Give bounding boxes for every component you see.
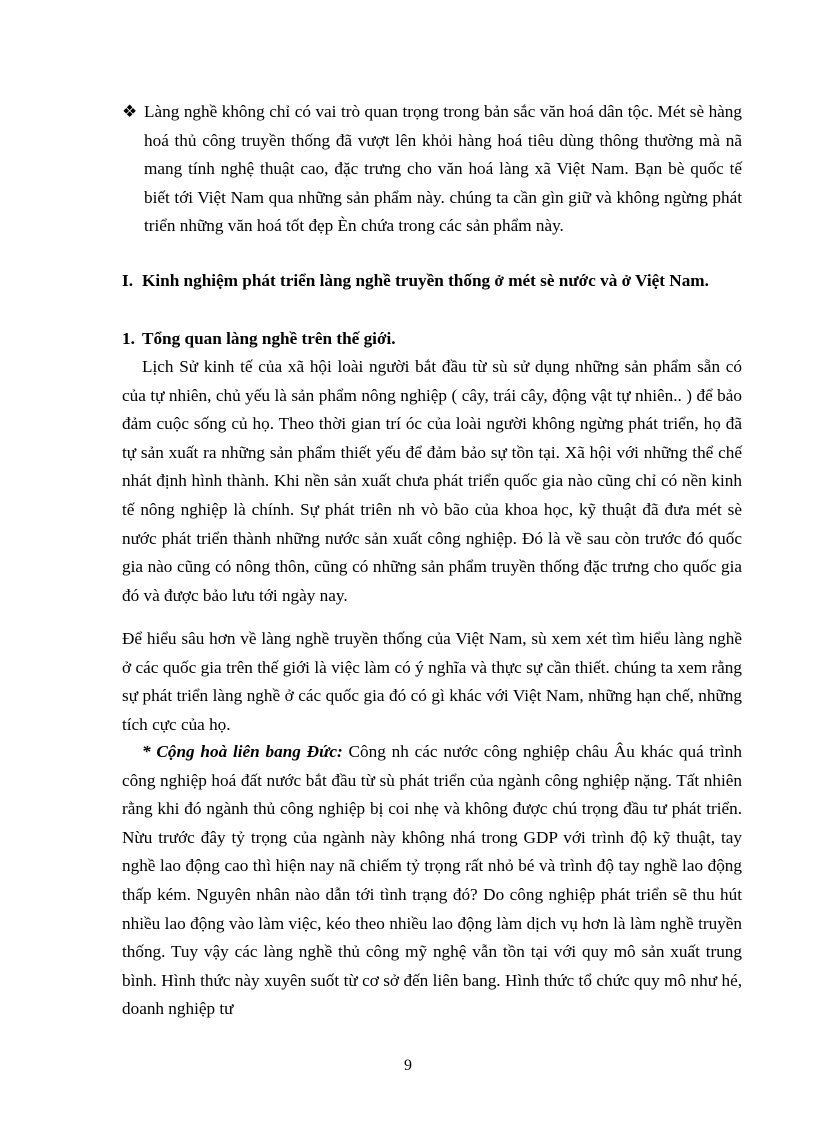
germany-lead: * Cộng hoà liên bang Đức: bbox=[142, 742, 343, 761]
section-heading-i bbox=[122, 267, 742, 296]
bullet-text: Làng nghề không chỉ có vai trò quan trọng trong bản sắc văn hoá dân tộc. Mét sè hàng hoá thủ công truyền thống đã vượt lên khỏi hàng hoá tiêu dùng thông thường mà nã mang tính nghệ thuật cao, đặc trưng cho văn hoá làng xã Việt Nam. Bạn bè quốc tế biết tới Việt Nam qua những sản phẩm này. chúng ta cần gìn giữ và không ngừng phát triển những văn hoá tốt đẹp Èn chứa trong các sản phẩm này. bbox=[144, 102, 742, 236]
subsection-title: Tổng quan làng nghề trên thế giới. bbox=[142, 329, 396, 348]
subsection-heading-1 bbox=[122, 325, 742, 354]
bullet-paragraph bbox=[122, 98, 742, 241]
paragraph-understanding: Để hiểu sâu hơn về làng nghề truyền thống của Việt Nam, sù xem xét tìm hiểu làng nghề ở các quốc gia trên thế giới là việc làm có ý nghĩa và thực sự cần thiết. chúng ta xem rằng sự phát triển làng nghề ở các quốc gia đó có gì khác với Việt Nam, những hạn chế, những tích cực của họ. bbox=[122, 629, 742, 734]
section-number: I. bbox=[122, 271, 133, 290]
germany-body: Công nh các nước công nghiệp châu Âu khác quá trình công nghiệp hoá đất nước bắt đầu từ sù phát triển của ngành công nghiệp nặng. Tất nhiên rằng khi đó ngành thủ công nghiệp bị coi nhẹ và không được chú trọng đầu tư phát triển. Nừu trước đây tỷ trọng của ngành này không nhá trong GDP với trình độ kỹ thuật, tay nghề lao động cao thì hiện nay nã chiếm tỷ trọng rất nhỏ bé và trình độ tay nghề lao động thấp kém. Nguyên nhân nào dẫn tới tình trạng đó? Do công nghiệp phát triển sẽ thu hút nhiều lao động vào làm việc, kéo theo nhiều lao động làm dịch vụ hơn là làm nghề truyền thống. Tuy vậy các làng nghề thủ công mỹ nghệ vẫn tồn tại với quy mô sản xuất trung bình. Hình thức này xuyên suốt từ cơ sở đến liên bang. Hình thức tổ chức quy mô như hé, doanh nghiệp tư bbox=[122, 742, 742, 1019]
subsection-number: 1. bbox=[122, 329, 135, 348]
paragraph-history: Lịch Sử kinh tế của xã hội loài người bắt đầu từ sù sử dụng những sản phẩm sẵn có của tự nhiên, chủ yếu là sản phẩm nông nghiệp ( cây, trái cây, động vật tự nhiên.. ) để bảo đảm cuộc sống củ họ. Theo thời gian trí óc của loài người không ngừng phát triển, họ đã tự sản xuất ra những sản phẩm thiết yếu để đảm bảo sự tồn tại. Xã hội với những thể chế nhát định hình thành. Khi nền sản xuất chưa phát triển quốc gia nào cũng chỉ có nền kinh tế nông nghiệp là chính. Sự phát triên nh vò bão của khoa học, kỹ thuật đã đưa mét sè nước phát triển thành những nước sản xuất công nghiệp. Đó là về sau còn trước đó quốc gia nào cũng có nông thôn, cũng có những sản phẩm truyền thống đặc trưng cho quốc gia đó và được bảo lưu tới ngày nay. bbox=[122, 357, 742, 605]
page-number: 9 bbox=[404, 1057, 412, 1074]
paragraph-germany bbox=[122, 738, 742, 1024]
four-diamond-bullet-icon: ❖ bbox=[122, 102, 138, 121]
section-title: Kinh nghiệm phát triển làng nghề truyền thống ở mét sè nước và ở Việt Nam. bbox=[142, 271, 709, 290]
